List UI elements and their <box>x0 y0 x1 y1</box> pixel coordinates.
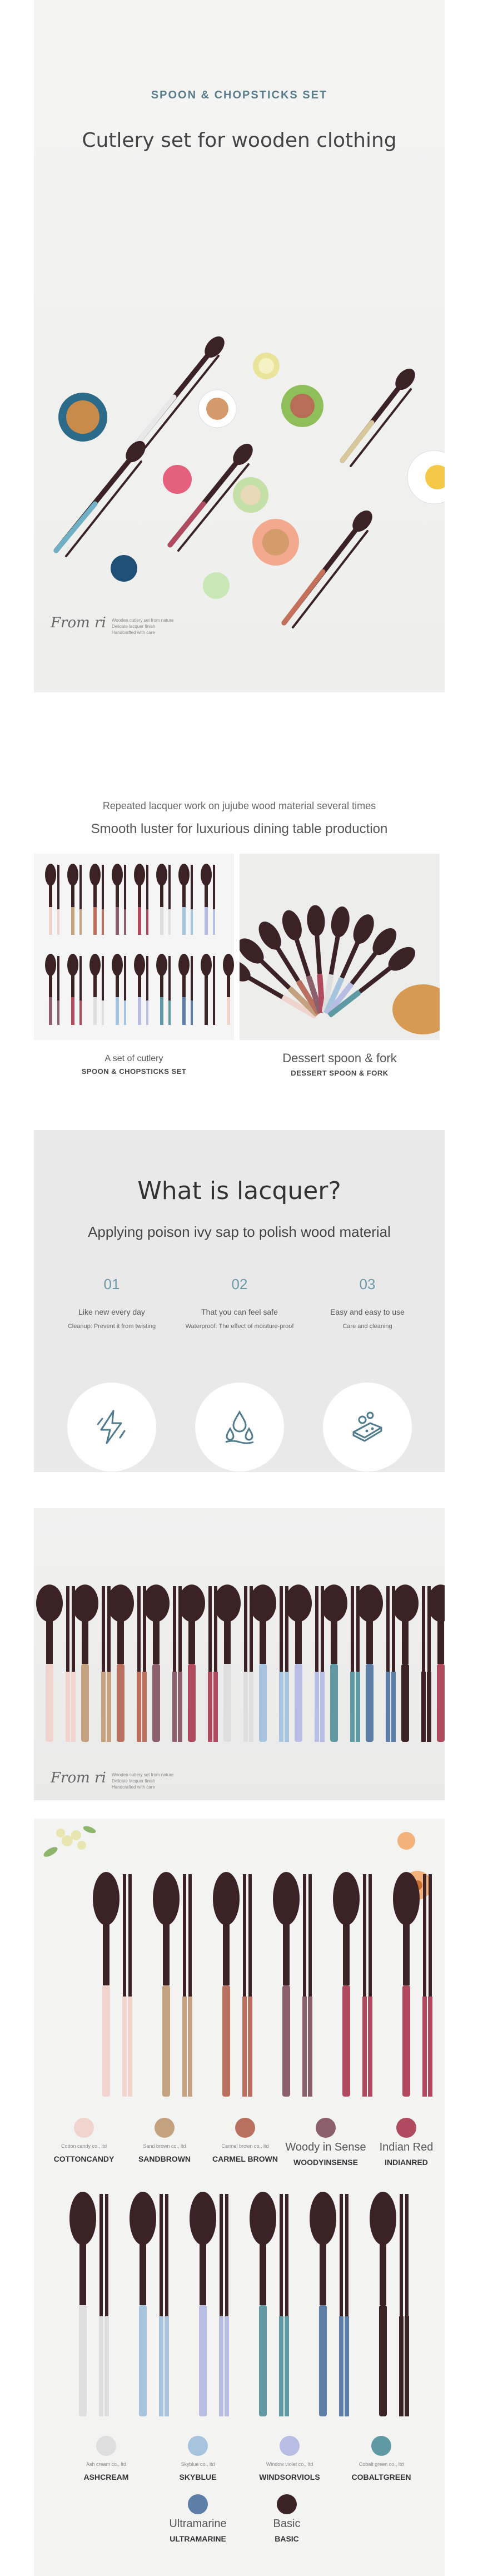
swatch-dot <box>280 2436 300 2456</box>
swatch-code: BASIC <box>275 2534 299 2543</box>
color-swatch-sandbrown <box>123 2118 206 2163</box>
swatch-name: Sand brown co., ltd <box>143 2143 186 2149</box>
set-photo <box>34 854 234 1040</box>
color-swatch-skyblue <box>156 2436 240 2481</box>
swatch-code: WINDSORVIOLS <box>259 2473 320 2481</box>
small-set <box>67 954 82 1025</box>
sponge-icon <box>323 1383 412 1472</box>
lineup-set <box>107 1584 147 1742</box>
hero-fine-print: Wooden cutlery set from nature Delicate lacquer finish Handcrafted with care <box>112 618 174 635</box>
lineup-fine-print: Wooden cutlery set from nature Delicate lacquer finish Handcrafted with care <box>112 1772 174 1790</box>
color-swatch-windsorviols <box>248 2436 331 2481</box>
lacquer-heading: What is lacquer? <box>137 1177 341 1205</box>
color-swatch-ashcream <box>64 2436 148 2481</box>
small-set <box>134 864 148 935</box>
small-set <box>223 954 234 1025</box>
color-set <box>190 2192 229 2416</box>
swatch-name: Cotton candy co., ltd <box>61 2143 107 2149</box>
hero-subtitle: SPOON & CHOPSTICKS SET <box>151 89 328 101</box>
lineup-set <box>250 1584 289 1742</box>
color-swatch-carmel-brown <box>203 2118 287 2163</box>
small-set <box>89 954 104 1025</box>
intro-line-2: Smooth luster for luxurious dining table production <box>91 821 388 836</box>
lineup-signature: From ri <box>51 1770 106 1786</box>
small-set <box>156 954 171 1025</box>
color-set <box>310 2192 349 2416</box>
swatch-name: Basic <box>273 2518 301 2530</box>
hero-section <box>34 0 445 692</box>
color-swatch-indianred <box>365 2118 445 2167</box>
swatch-code: CARMEL BROWN <box>212 2154 278 2163</box>
lineup-set <box>214 1584 253 1742</box>
lineup-set <box>392 1584 431 1742</box>
swatch-name: Window violet co., ltd <box>266 2461 313 2467</box>
pastry <box>392 984 440 1034</box>
swatch-name: Cobalt green co., ltd <box>359 2461 404 2467</box>
set-caption: A set of cutlery SPOON & CHOPSTICKS SET <box>81 1054 187 1076</box>
color-swatch-woodyinsense <box>284 2118 367 2167</box>
small-set <box>45 954 59 1025</box>
color-set <box>250 2192 289 2416</box>
intro-section <box>34 787 445 1098</box>
swatch-dot <box>155 2118 175 2138</box>
swatch-name: Ash cream co., ltd <box>86 2461 127 2467</box>
swatch-code: COTTONCANDY <box>53 2154 114 2163</box>
swatch-code: ULTRAMARINE <box>170 2534 226 2543</box>
water-drops-icon <box>195 1383 284 1472</box>
hero-title: Cutlery set for wooden clothing <box>82 129 397 152</box>
swatch-code: SKYBLUE <box>179 2473 217 2481</box>
hero-photo <box>34 323 445 656</box>
swatch-dot <box>396 2118 416 2138</box>
color-set <box>273 1872 312 2097</box>
swatch-dot <box>188 2436 208 2456</box>
dessert-utensil <box>240 955 321 1024</box>
lacquer-subheading: Applying poison ivy sap to polish wood material <box>88 1223 391 1240</box>
color-row-1-photo <box>34 1863 445 2108</box>
intro-line-1: Repeated lacquer work on jujube wood material several times <box>102 800 376 811</box>
color-set <box>69 2192 109 2416</box>
swatch-dot <box>371 2436 391 2456</box>
hero-signature: From ri <box>51 615 106 631</box>
color-swatch-basic <box>245 2494 328 2543</box>
swatch-code: SANDBROWN <box>138 2154 191 2163</box>
small-set <box>45 864 59 935</box>
small-set <box>178 954 193 1025</box>
color-set <box>393 1872 432 2097</box>
swatch-code: ASHCREAM <box>83 2473 129 2481</box>
swatch-dot <box>277 2494 297 2514</box>
lightning-icon <box>67 1383 156 1472</box>
swatch-name: Skyblue co., ltd <box>181 2461 215 2467</box>
swatch-dot <box>235 2118 255 2138</box>
small-set <box>201 954 215 1025</box>
dessert-photo <box>240 854 440 1040</box>
lineup-set <box>285 1584 325 1742</box>
small-set <box>134 954 148 1025</box>
swatch-code: WOODYINSENSE <box>293 2158 358 2167</box>
small-set <box>156 864 171 935</box>
color-set <box>370 2192 409 2416</box>
lineup-set <box>178 1584 218 1742</box>
feature-3: 03 Easy and easy to use Care and cleaning <box>330 1276 405 1330</box>
colors-section <box>34 1819 445 2576</box>
swatch-dot <box>74 2118 94 2138</box>
feature-1: 01 Like new every day Cleanup: Prevent it from twisting <box>67 1276 156 1330</box>
lineup-set <box>321 1584 360 1742</box>
color-set <box>153 1872 192 2097</box>
color-set <box>333 1872 372 2097</box>
lineup-set <box>36 1584 76 1742</box>
color-set <box>130 2192 169 2416</box>
lacquer-section <box>34 1130 445 1472</box>
lineup-photo <box>34 1581 445 1747</box>
color-row-2-photo <box>34 2183 445 2428</box>
feature-2: 02 That you can feel safe Waterproof: The effect of moisture-proof <box>185 1276 294 1330</box>
lineup-set <box>356 1584 396 1742</box>
dessert-caption: Dessert spoon & fork DESSERT SPOON & FORK <box>282 1051 397 1077</box>
color-set <box>213 1872 252 2097</box>
small-set <box>178 864 193 935</box>
swatch-name: Ultramarine <box>169 2518 227 2530</box>
small-set <box>201 864 215 935</box>
swatch-name: Carmel brown co., ltd <box>221 2143 269 2149</box>
small-set <box>112 864 126 935</box>
color-swatch-cobaltgreen <box>340 2436 423 2481</box>
swatch-dot <box>316 2118 336 2138</box>
color-set <box>93 1872 132 2097</box>
swatch-dot <box>96 2436 116 2456</box>
small-set <box>112 954 126 1025</box>
swatch-name: Indian Red <box>379 2141 434 2153</box>
small-set <box>89 864 104 935</box>
swatch-code: COBALTGREEN <box>351 2473 411 2481</box>
small-set <box>67 864 82 935</box>
swatch-name: Woody in Sense <box>285 2141 366 2153</box>
lineup-section <box>34 1508 445 1800</box>
color-swatch-cottoncandy <box>42 2118 126 2163</box>
color-swatch-ultramarine <box>156 2494 240 2543</box>
swatch-dot <box>188 2494 208 2514</box>
lineup-set <box>72 1584 111 1742</box>
swatch-code: INDIANRED <box>385 2158 428 2167</box>
lineup-set <box>143 1584 182 1742</box>
